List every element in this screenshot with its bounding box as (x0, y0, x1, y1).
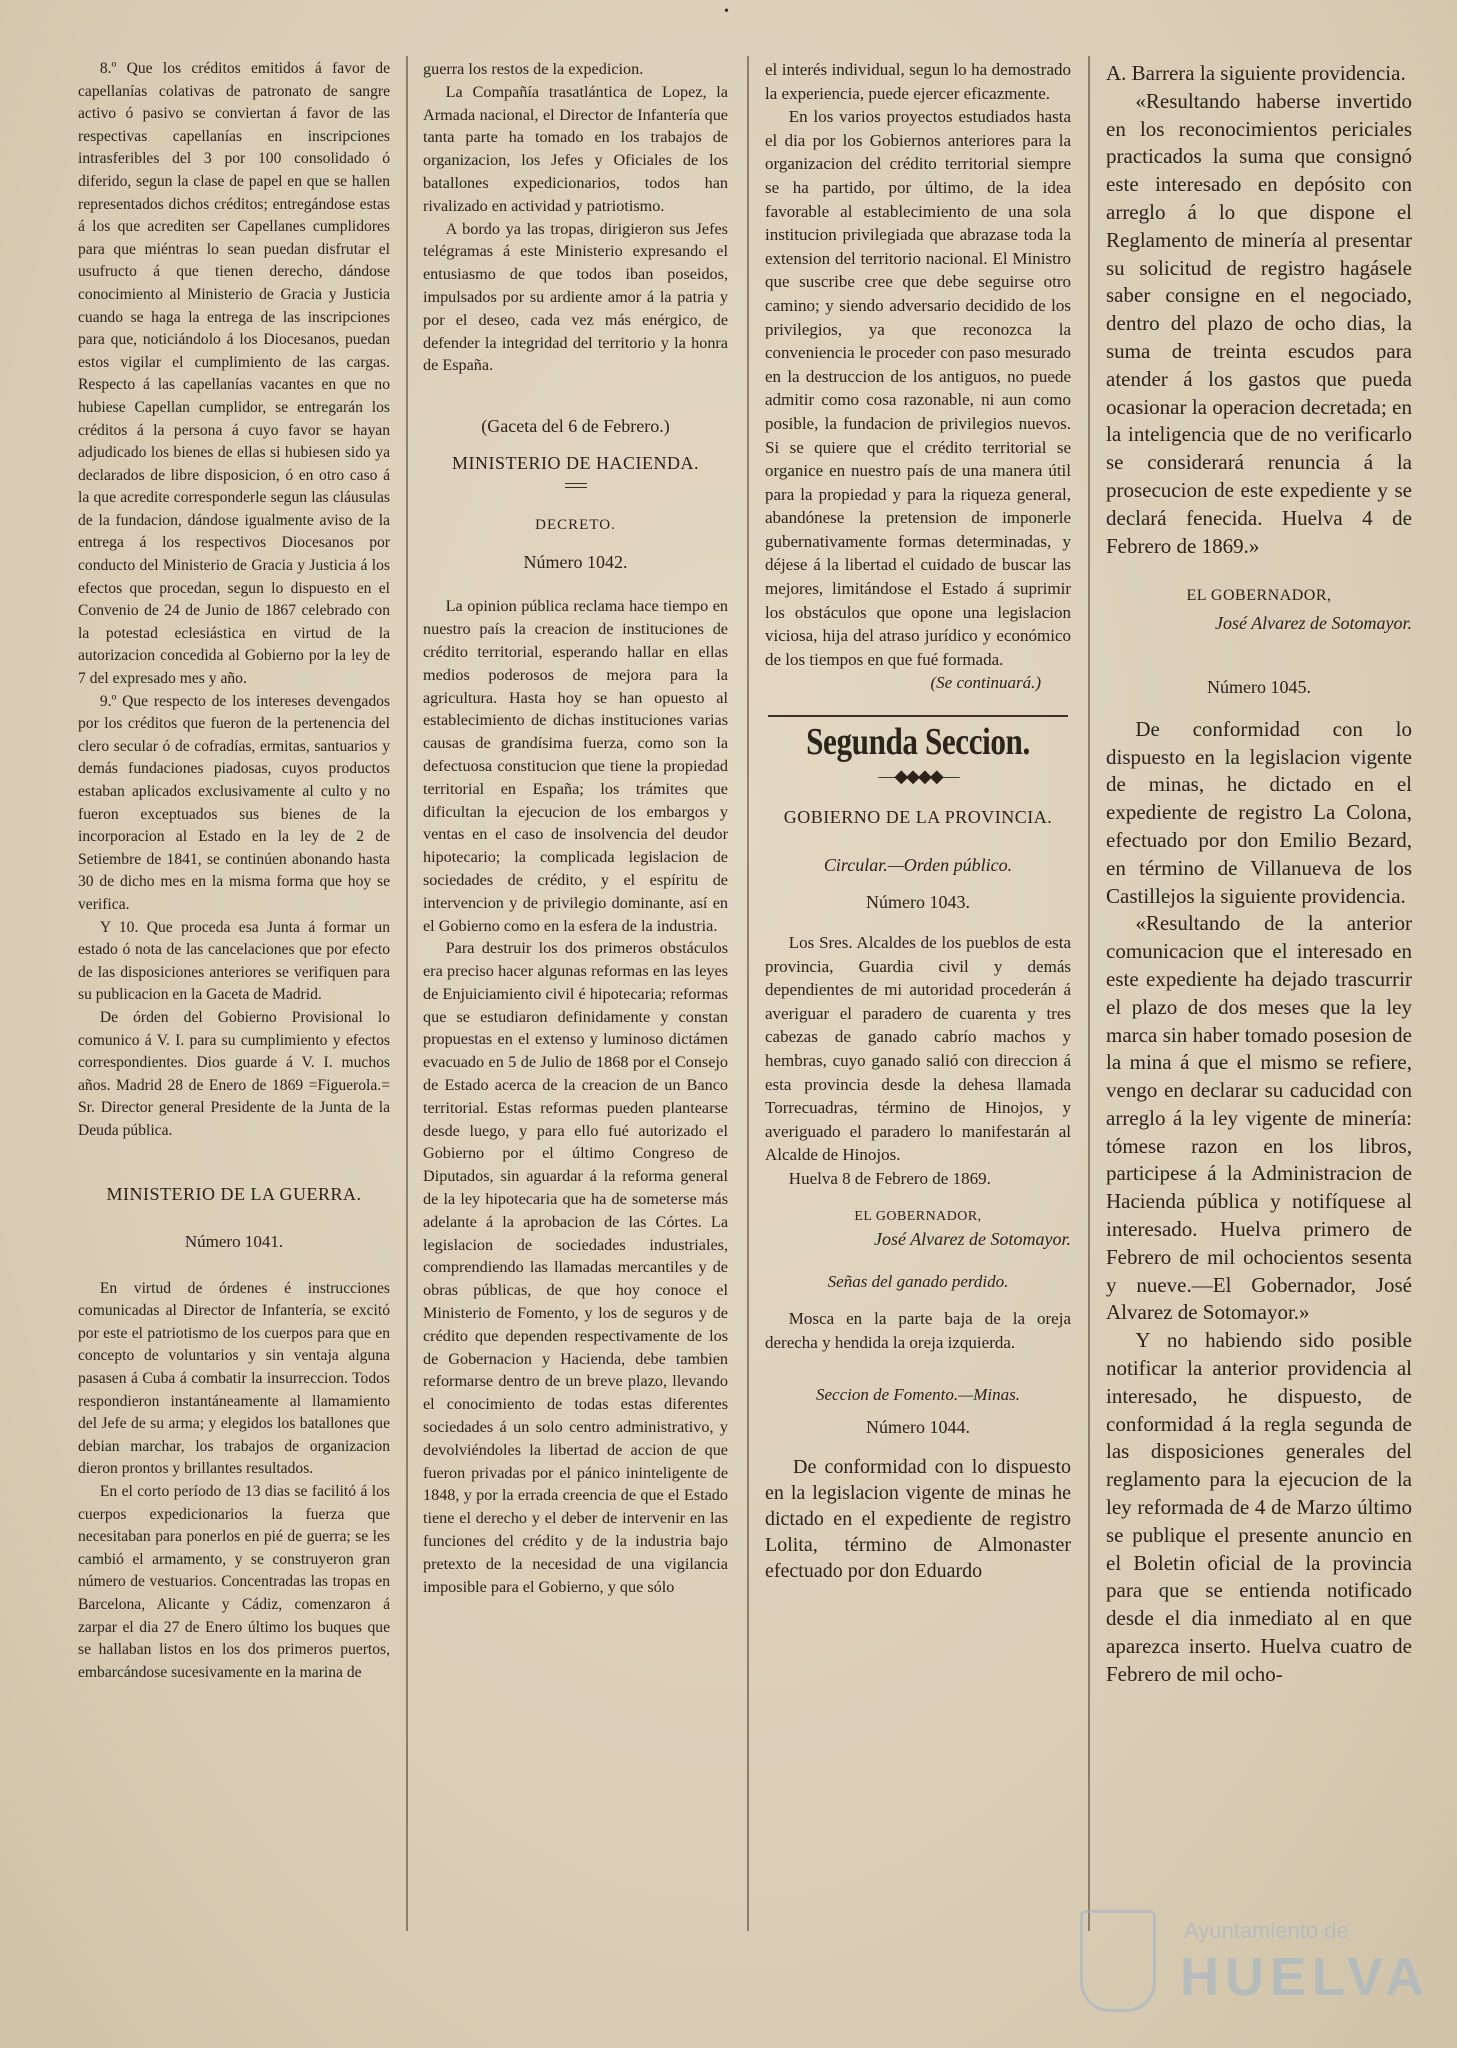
decree-label: DECRETO. (535, 516, 616, 533)
paragraph: guerra los restos de la expedicion. (423, 60, 644, 78)
section-title: Segunda Seccion. (806, 721, 1030, 764)
ornament: —◆◆◆◆— (878, 765, 958, 786)
paragraph: Para destruir los dos primeros obstáculos era preciso hacer algunas reformas en las leyes de Enjuiciamiento civil é hipotecaria; reformas que se estudiaron definidamente y constan propuestas en el extenso y luminoso dictámen evacuado en 5 de Julio de 1868 por el Consejo de Estado acerca de la creacion de un Banco territorial. Estas reformas pueden plantearse desde luego, y para ello fué autorizado el Gobierno por el último Congreso de Diputados, sin aguardar á la reforma general de la ley hipotecaria que ha de someterse más adelante á la aprobacion de las Córtes. La legislacion de sociedades industriales, comprendiendo las llamadas mercantiles y de obras públicas, de que hoy conoce el Ministerio de Fomento, y los de seguros y de crédito que dependen respectivamente de los de Gobernacion y Hacienda, debe tambien reformarse dentro de un breve plazo, llevando el conocimiento de todas estas diferentes sociedades á un solo centro administrativo, y devolviéndoles la libertad de accion de que fueron privadas por el pánico ininteligente de 1848, y por la errada creencia de que el Estado tiene el derecho y el deber de intervenir en las funciones del crédito y de la industria bajo pretexto de la necesidad de una vigilancia imposible para el Gobierno, y que sólo (423, 939, 728, 1596)
gaceta-date: (Gaceta del 6 de Febrero.) (481, 416, 670, 437)
paragraph: De órden del Gobierno Provisional lo comunico á V. I. para su cumplimiento y efectos correspondientes. Dios guarde á V. I. muchos años. Madrid 28 de Enero de 1869 =Figuerola.= Sr. Director general Presidente de la Junta de la Deuda pública. (78, 1008, 390, 1139)
paragraph: Los Sres. Alcaldes de los pueblos de esta provincia, Guardia civil y demás dependientes de mi autoridad procederán á averiguar el paradero de cuarenta y tres cabezas de ganado cabrío machos y hembras, cuyo ganado salió con direccion á esta provincia desde la dehesa llamada Torrecuadras, término de Hinojos, y averiguado el paradero lo manifestarán al Alcalde de Hinojos. (765, 933, 1071, 1165)
paragraph: A. Barrera la siguiente providencia. (1106, 61, 1406, 85)
column-rule (747, 56, 749, 1931)
shield-icon (1080, 1910, 1156, 2012)
top-mark: • (724, 4, 729, 19)
heading-rule (565, 483, 587, 488)
signature-title: EL GOBERNADOR, (1186, 587, 1332, 605)
paragraph: En virtud de órdenes é instrucciones comunicadas al Director de Infantería, se excitó por este el patriotismo de los cuerpos para que en concepto de voluntarios y sin ventaja alguna pasasen á Cuba á combatir la insurreccion. Todos respondieron instantáneamente al llamamiento del Jefe de su arma; y elegidos los batallones que debian marchar, los trabajos de organizacion dieron prontos y brillantes resultados. (78, 1279, 390, 1478)
column-1 (78, 58, 390, 1684)
paragraph: En el corto período de 13 dias se facilitó á los cuerpos expedicionarios la fuerza que necesitaban para ponerlos en pié de guerra; se les cambió el armamento, y se construyeron gran número de vestuarios. Concentradas las tropas en Barcelona, Alicante y Cádiz, comenzaron á zarpar el dia 27 de Enero último los buques que se hallaban listos en los dos primeros puertos, embarcándose sucesivamente en la marina de (78, 1483, 390, 1681)
signature-name: José Alvarez de Sotomayor. (1215, 613, 1412, 634)
watermark-line2: HUELVA (1180, 1947, 1430, 2007)
archive-watermark (1080, 1910, 1430, 2020)
paragraph: 8.º Que los créditos emitidos á favor de capellanías colativas de patronato de sangre activo ó pasivo se conviertan á favor de las respectivas capellanías en inscripciones intrasferibles del 3 por 100 consolidado ó diferido, segun la clase de papel en que se hallen representados dichos créditos; entregándose estas á los que acrediten ser Capellanes cumplidores para que miéntras lo sean puedan disfrutar el usufructo á que tienen derecho, dándose conocimiento al Ministerio de Gracia y Justicia cuando se haga la entrega de las inscripciones para que, noticiándolo á los Diocesanos, puedan estos vigilar el cumplimiento de las cargas. Respecto á las capellanías vacantes en que no hubiese Capellan cumplidor, se entregarán los créditos á la persona á cuyo favor se hayan adjudicado los bienes de ellas si hubiesen sido ya declarados de libre disposicion, ó en otro caso á la que acredite corresponderle segun las cláusulas de la fundacion, dándose igualmente aviso de la entrega á los respectivos Diocesanos por conducto del Ministerio de Gracia y Justicia á los efectos que procedan, segun lo dispuesto en el Convenio de 24 de Junio de 1867 celebrado con la potestad eclesiástica en virtud de la autorizacion concedida al Gobierno por la ley de 7 del expresado mes y año. (78, 60, 390, 688)
paragraph: «Resultando haberse invertido en los reconocimientos periciales practicados la suma que consignó este interesado en depósito con arreglo á lo que dispone el Reglamento de minería al presentar su solicitud de registro hagásele saber consigne en el negociado, dentro del plazo de ocho dias, la suma de treinta escudos para atender á los gastos que pueda ocasionar la operacion decretada; en la inteligencia que de no verificarlo se considerará renuncia á la prosecucion de este expediente y se declará fenecida. Huelva 4 de Febrero de 1869.» (1106, 88, 1412, 558)
section-rule (768, 715, 1068, 717)
continued-note: (Se continuará.) (930, 673, 1041, 693)
section-heading-gobierno: GOBIERNO DE LA PROVINCIA. (783, 807, 1053, 828)
livestock-heading: Señas del ganado perdido. (827, 1271, 1009, 1291)
watermark-line1: Ayuntamiento de (1184, 1918, 1349, 1943)
paragraph: Y no habiendo sido posible notificar la anterior providencia al interesado, he dispuesto, de conformidad á la regla segunda de las disposiciones generales del reglamento para la ejecucion de la ley reformada de 4 de Marzo último se publique el presente anuncio en el Boletin oficial de la provincia para que se entienda notificado desde el dia inmediato al en que aparezca inserto. Huelva cuatro de Febrero de mil ocho- (1106, 1328, 1412, 1686)
decree-number: Número 1042. (523, 551, 628, 572)
paragraph: La opinion pública reclama hace tiempo en nuestro país la creacion de instituciones de crédito territorial, esperando hallar en ellas medios poderosos de mejora para la agricultura. Hasta hoy se han opuesto al establecimiento de dichas instituciones varias causas de grandísima fuerza, como son la defectuosa constitucion que tiene la propiedad territorial en España; los trámites que dificultan la ejecucion de los embargos y ventas en el caso de insolvencia del deudor hipotecario; la complicada legislacion de sociedades de crédito, y el espíritu de intervencion y de privilegio dominante, así en el Gobierno como en la esfera de la industria. (423, 597, 728, 935)
paragraph: En los varios proyectos estudiados hasta el dia por los Gobiernos anteriores para la organizacion del crédito territorial siempre se ha partido, por último, de la idea favorable al establecimiento de una sola institucion privilegiada que abrazase toda la extension del territorio nacional. El Ministro que suscribe cree que debe seguirse otro camino; y siendo adversario decidido de los privilegios, ya que reconozca la conveniencia le proceder con paso mesurado en la destruccion de los antiguos, no puede admitir como cosa razonable, ni aun como posible, la fundacion de privilegios nuevos. Si se quiere que el crédito territorial se organice en nuestro país de una manera útil para la propiedad y para la riqueza general, abandónese la pretension de imponerle gubernativamente formas determinadas, y déjese á la libertad el cuidado de buscar las mejores, limitándose el Estado á suprimir los obstáculos que opone una legislacion viciosa, hija del atraso jurídico y económico de los tiempos en que fué formada. (765, 107, 1071, 669)
section-heading-hacienda: MINISTERIO DE HACIENDA. (452, 452, 699, 473)
column-rule (1088, 56, 1090, 1931)
section-heading-guerra: MINISTERIO DE LA GUERRA. (106, 1183, 362, 1204)
column-2 (423, 58, 728, 1598)
decree-number: Número 1044. (866, 1417, 970, 1438)
signature-title: EL GOBERNADOR, (854, 1208, 982, 1224)
paragraph: Mosca en la parte baja de la oreja derecha y hendida la oreja izquierda. (765, 1309, 1071, 1352)
paragraph: De conformidad con lo dispuesto en la legislacion vigente de minas he dictado en el expediente de registro Lolita, término de Almonaster efectuado por don Eduardo (765, 1455, 1071, 1582)
date-line: Huelva 8 de Febrero de 1869. (788, 1168, 991, 1188)
paragraph: A bordo ya las tropas, dirigieron sus Jefes telégramas á este Ministerio expresando el entusiasmo de que todos iban poseidos, impulsados por su ardiente amor á la patria y por el deseo, cada vez más enérgico, de defender la integridad del territorio y la honra de España. (423, 219, 728, 375)
column-4 (1106, 60, 1412, 1689)
paragraph: 9.º Que respecto de los intereses devengados por los créditos que fueron de la pertenencia del clero secular ó de cofradías, ermitas, santuarios y demás fundaciones piadosas, cuyos productos estaban aplicados exclusivamente al culto y no fueron exceptuados sus bienes de la incorporacion al Estado en la ley de 2 de Setiembre de 1841, se continúen abonando hasta 30 de dicho mes en la misma forma que hoy se verifica. (78, 692, 390, 913)
paragraph: «Resultando de la anterior comunicacion que el interesado en este expediente ha dejado trascurrir el plazo de dos meses que la ley marca sin haber tomado posesion de la mina á que el mismo se refiere, vengo en declarar su caducidad con arreglo á la ley vigente de minería: tómese razon en los libros, participese á la Administracion de Hacienda pública y notifíquese al interesado. Huelva primero de Febrero de mil ochocientos sesenta y nueve.—El Gobernador, José Alvarez de Sotomayor.» (1106, 911, 1412, 1325)
signature-name: José Alvarez de Sotomayor. (874, 1229, 1071, 1250)
column-3 (765, 58, 1071, 1584)
circular-title: Circular.—Orden público. (823, 854, 1013, 875)
paragraph: Y 10. Que proceda esa Junta á formar un estado ó nota de las cancelaciones que por efecto de las disposiciones anteriores se verifiquen para su publicacion en la Gaceta de Madrid. (78, 918, 390, 1004)
column-rule (406, 56, 408, 1931)
fomento-heading: Seccion de Fomento.—Minas. (816, 1384, 1020, 1404)
decree-number: Número 1045. (1207, 676, 1311, 697)
paragraph: La Compañía trasatlántica de Lopez, la Armada nacional, el Director de Infantería que tanta parte ha tomado en los trabajos de organizacion, los Jefes y Oficiales de los batallones expedicionarios, todos han rivalizado en actividad y patriotismo. (423, 82, 728, 215)
paragraph: el interés individual, segun lo ha demostrado la experiencia, puede ejercer eficazmente. (765, 60, 1071, 103)
decree-number: Número 1041. (184, 1232, 284, 1252)
paragraph: De conformidad con lo dispuesto en la legislacion vigente de minas, he dictado en el expediente de registro La Colona, efectuado por don Emilio Bezard, en término de Villanueva de los Castillejos la siguiente providencia. (1106, 716, 1412, 908)
decree-number: Número 1043. (866, 892, 970, 913)
